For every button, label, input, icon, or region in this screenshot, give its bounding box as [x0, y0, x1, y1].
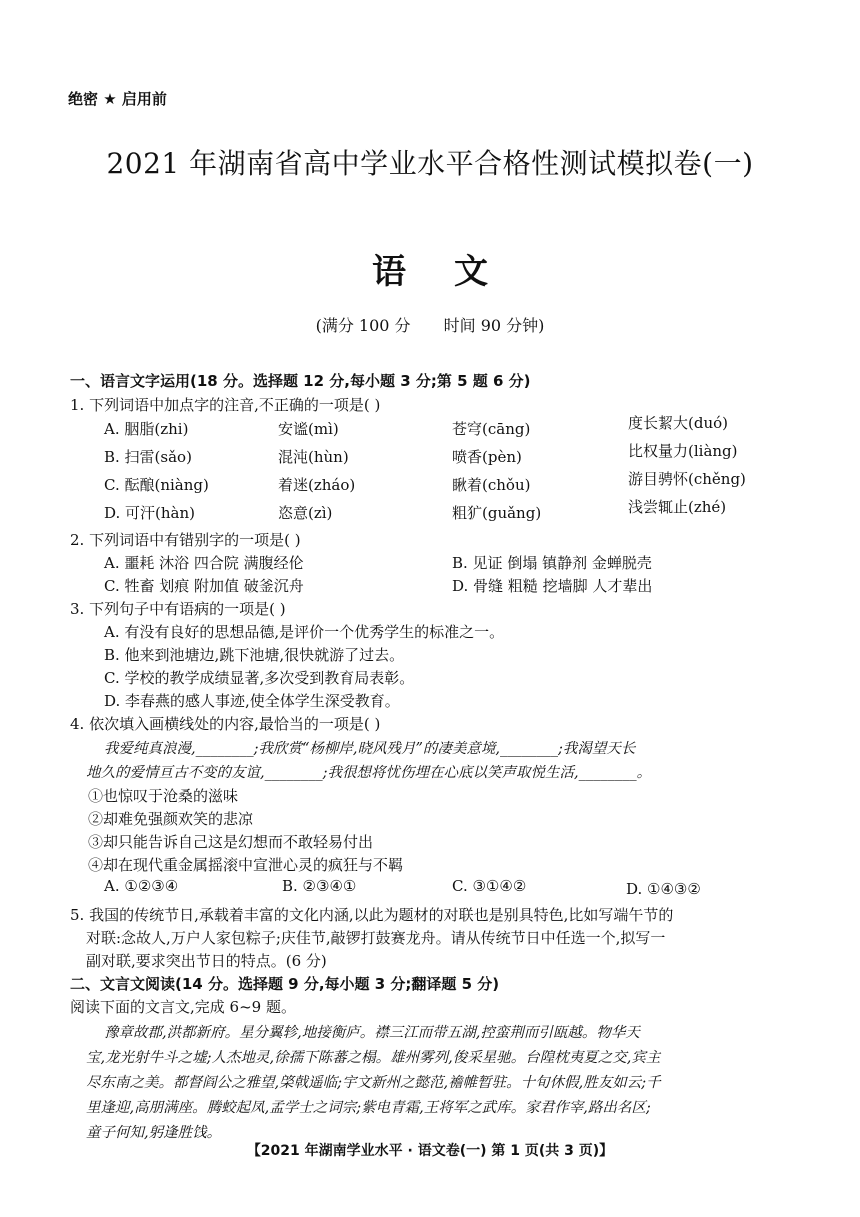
q1-option: B. 扫雷(sǎo) — [104, 448, 192, 466]
q3-option: D. 李春燕的感人事迹,使全体学生深受教育。 — [104, 692, 400, 710]
reading-instruction: 阅读下面的文言文,完成 6~9 题。 — [70, 998, 296, 1016]
q1-option: 瞅着(chǒu) — [452, 476, 531, 494]
q3-option: C. 学校的教学成绩显著,多次受到教育局表彰。 — [104, 669, 415, 687]
q2-option: B. 见证 倒塌 镇静剂 金蝉脱壳 — [452, 554, 652, 572]
q4-answer: B. ②③④① — [282, 877, 357, 895]
q1-option: 恣意(zì) — [278, 504, 333, 522]
question-4-stem: 4. 依次填入画横线处的内容,最恰当的一项是( ) — [70, 715, 381, 733]
q2-option: C. 牲畜 划痕 附加值 破釜沉舟 — [104, 577, 304, 595]
q1-option: 安谧(mì) — [278, 420, 339, 438]
subject-title: 语文 — [372, 252, 536, 292]
passage-line: 里逢迎,高朋满座。腾蛟起凤,孟学士之词宗;紫电青霜,王将军之武库。家君作宰,路出名区; — [86, 1100, 651, 1116]
exam-meta — [0, 313, 860, 336]
q1-option: D. 可汗(hàn) — [104, 504, 195, 522]
passage-line: 尽东南之美。都督阎公之雅望,棨戟遥临;宇文新州之懿范,襜帷暂驻。十旬休假,胜友如云;千 — [86, 1075, 661, 1091]
question-2-stem: 2. 下列词语中有错别字的一项是( ) — [70, 531, 301, 549]
exam-time: 时间 90 分钟) — [443, 316, 545, 335]
q1-option: 浅尝辄止(zhé) — [628, 498, 727, 516]
question-5-line: 5. 我国的传统节日,承载着丰富的文化内涵,以此为题材的对联也是别具特色,比如写端午节的 — [70, 906, 674, 924]
full-score: (满分 100 分 — [315, 316, 411, 335]
q1-option: C. 酝酿(niàng) — [104, 476, 209, 494]
q1-option: 游目骋怀(chěng) — [628, 470, 746, 488]
q4-item: ④却在现代重金属摇滚中宣泄心灵的疯狂与不羁 — [88, 856, 404, 874]
q4-item: ③却只能告诉自己这是幻想而不敢轻易付出 — [88, 833, 374, 851]
q2-option: D. 骨缝 粗糙 挖墙脚 人才辈出 — [452, 577, 653, 595]
section-heading-1: 一、语言文字运用(18 分。选择题 12 分,每小题 3 分;第 5 题 6 分) — [70, 372, 531, 390]
q4-item: ②却难免强颜欢笑的悲凉 — [88, 810, 254, 828]
q1-option: 着迷(zháo) — [278, 476, 356, 494]
q2-option: A. 噩耗 沐浴 四合院 满腹经伦 — [104, 554, 304, 572]
q4-answer: D. ①④③② — [626, 880, 701, 898]
q4-passage-line: 地久的爱情亘古不变的友谊,________;我很想将忧伤埋在心底以笑声取悦生活,________。 — [86, 765, 652, 781]
exam-title: 2021 年湖南省高中学业水平合格性测试模拟卷(一) — [106, 147, 754, 180]
passage-line: 童子何知,躬逢胜饯。 — [86, 1125, 222, 1141]
question-1-stem: 1. 下列词语中加点字的注音,不正确的一项是( ) — [70, 396, 381, 414]
q1-option: 度长絜大(duó) — [628, 414, 728, 432]
confidential-label: 绝密 ★ 启用前 — [68, 90, 167, 108]
q4-item: ①也惊叹于沧桑的滋味 — [88, 787, 239, 805]
passage-line: 宝,龙光射牛斗之墟;人杰地灵,徐孺下陈蕃之榻。雄州雾列,俊采星驰。台隍枕夷夏之交,宾主 — [86, 1050, 661, 1066]
q1-option: 混沌(hùn) — [278, 448, 349, 466]
q1-option: 粗犷(guǎng) — [452, 504, 542, 522]
q1-option: A. 胭脂(zhi) — [104, 420, 189, 438]
q1-option: 苍穹(cāng) — [452, 420, 531, 438]
passage-line: 豫章故郡,洪都新府。星分翼轸,地接衡庐。襟三江而带五湖,控蛮荆而引瓯越。物华天 — [104, 1025, 640, 1041]
question-3-stem: 3. 下列句子中有语病的一项是( ) — [70, 600, 286, 618]
page-footer: 【2021 年湖南学业水平 · 语文卷(一) 第 1 页(共 3 页)】 — [246, 1143, 614, 1159]
question-5-line: 对联:念故人,万户人家包粽子;庆佳节,敲锣打鼓赛龙舟。请从传统节日中任选一个,拟写一 — [86, 929, 666, 947]
question-5-line: 副对联,要求突出节日的特点。(6 分) — [86, 952, 327, 970]
q1-option: 喷香(pèn) — [452, 448, 522, 466]
q1-option: 比权量力(liàng) — [628, 442, 738, 460]
q4-passage-line: 我爱纯真浪漫,________;我欣赏“杨柳岸,晓风残月”的凄美意境,________;我渴望天长 — [104, 741, 636, 757]
section-heading-2: 二、文言文阅读(14 分。选择题 9 分,每小题 3 分;翻译题 5 分) — [70, 975, 500, 993]
q4-answer: C. ③①④② — [452, 877, 527, 895]
q3-option: B. 他来到池塘边,跳下池塘,很快就游了过去。 — [104, 646, 405, 664]
q3-option: A. 有没有良好的思想品德,是评价一个优秀学生的标准之一。 — [104, 623, 505, 641]
q4-answer: A. ①②③④ — [104, 877, 179, 895]
